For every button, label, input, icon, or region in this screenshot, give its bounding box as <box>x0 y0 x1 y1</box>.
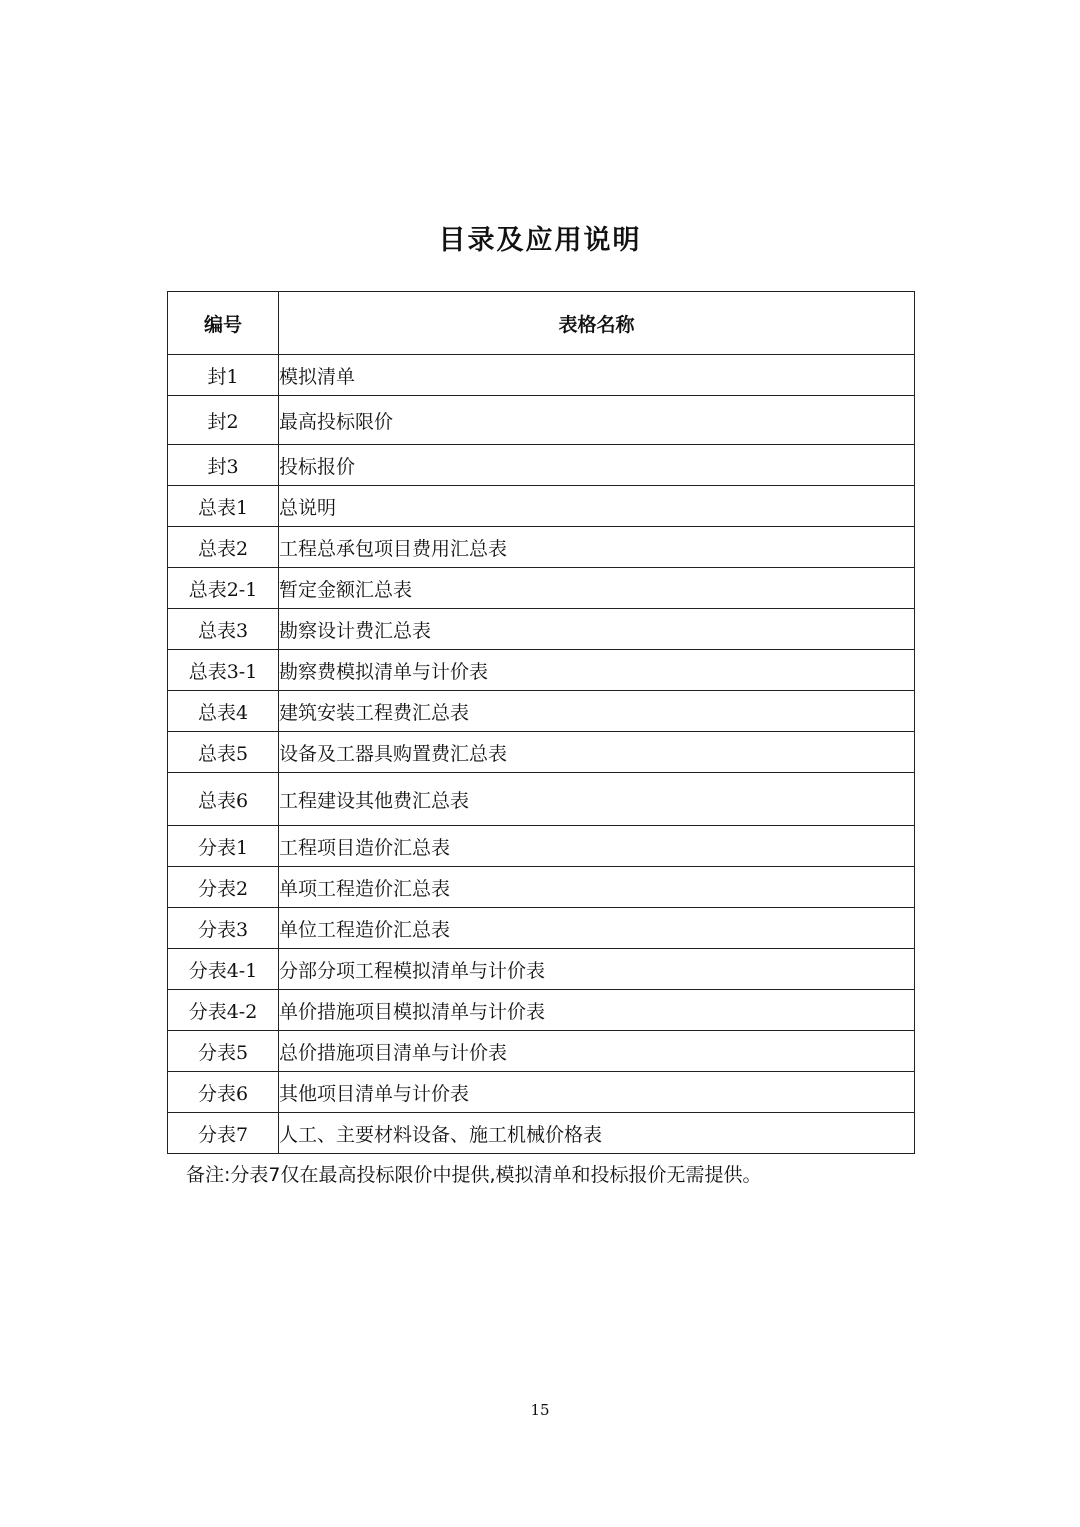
row-name: 暂定金额汇总表 <box>279 568 915 609</box>
table-header-row <box>168 292 915 355</box>
row-code: 总表2 <box>168 527 279 568</box>
table-row <box>168 732 915 773</box>
table-row <box>168 1072 915 1113</box>
row-code: 总表6 <box>168 773 279 826</box>
row-code: 分表4-1 <box>168 949 279 990</box>
row-name: 其他项目清单与计价表 <box>279 1072 915 1113</box>
table-row <box>168 949 915 990</box>
row-name: 模拟清单 <box>279 355 915 396</box>
row-code: 分表6 <box>168 1072 279 1113</box>
row-name: 总说明 <box>279 486 915 527</box>
toc-table <box>167 291 915 1154</box>
row-name: 单价措施项目模拟清单与计价表 <box>279 990 915 1031</box>
row-code: 总表3 <box>168 609 279 650</box>
row-name: 工程建设其他费汇总表 <box>279 773 915 826</box>
row-code: 分表4-2 <box>168 990 279 1031</box>
row-code: 封2 <box>168 396 279 445</box>
row-code: 分表7 <box>168 1113 279 1154</box>
row-name: 单位工程造价汇总表 <box>279 908 915 949</box>
row-code: 总表5 <box>168 732 279 773</box>
page-number: 15 <box>530 1401 550 1419</box>
table-row <box>168 1113 915 1154</box>
row-code: 总表4 <box>168 691 279 732</box>
row-code: 总表2-1 <box>168 568 279 609</box>
row-name: 投标报价 <box>279 445 915 486</box>
row-code: 总表3-1 <box>168 650 279 691</box>
row-name: 工程总承包项目费用汇总表 <box>279 527 915 568</box>
row-name: 分部分项工程模拟清单与计价表 <box>279 949 915 990</box>
table-row <box>168 445 915 486</box>
table-row <box>168 650 915 691</box>
table-row <box>168 773 915 826</box>
table-row <box>168 486 915 527</box>
table-row <box>168 609 915 650</box>
row-code: 总表1 <box>168 486 279 527</box>
row-name: 总价措施项目清单与计价表 <box>279 1031 915 1072</box>
header-code: 编号 <box>168 292 279 355</box>
row-code: 封3 <box>168 445 279 486</box>
table-row <box>168 396 915 445</box>
page-title: 目录及应用说明 <box>438 225 642 256</box>
row-code: 封1 <box>168 355 279 396</box>
table-row <box>168 691 915 732</box>
row-name: 设备及工器具购置费汇总表 <box>279 732 915 773</box>
table-row <box>168 867 915 908</box>
row-name: 勘察设计费汇总表 <box>279 609 915 650</box>
row-name: 最高投标限价 <box>279 396 915 445</box>
table-row <box>168 355 915 396</box>
header-name: 表格名称 <box>279 292 915 355</box>
row-name: 工程项目造价汇总表 <box>279 826 915 867</box>
table-row <box>168 527 915 568</box>
footnote: 备注:分表7仅在最高投标限价中提供,模拟清单和投标报价无需提供。 <box>186 1164 762 1186</box>
row-code: 分表1 <box>168 826 279 867</box>
row-code: 分表2 <box>168 867 279 908</box>
row-name: 建筑安装工程费汇总表 <box>279 691 915 732</box>
table-row <box>168 826 915 867</box>
row-name: 单项工程造价汇总表 <box>279 867 915 908</box>
row-name: 勘察费模拟清单与计价表 <box>279 650 915 691</box>
table-row <box>168 908 915 949</box>
row-name: 人工、主要材料设备、施工机械价格表 <box>279 1113 915 1154</box>
table-row <box>168 1031 915 1072</box>
row-code: 分表3 <box>168 908 279 949</box>
table-row <box>168 568 915 609</box>
row-code: 分表5 <box>168 1031 279 1072</box>
table-row <box>168 990 915 1031</box>
